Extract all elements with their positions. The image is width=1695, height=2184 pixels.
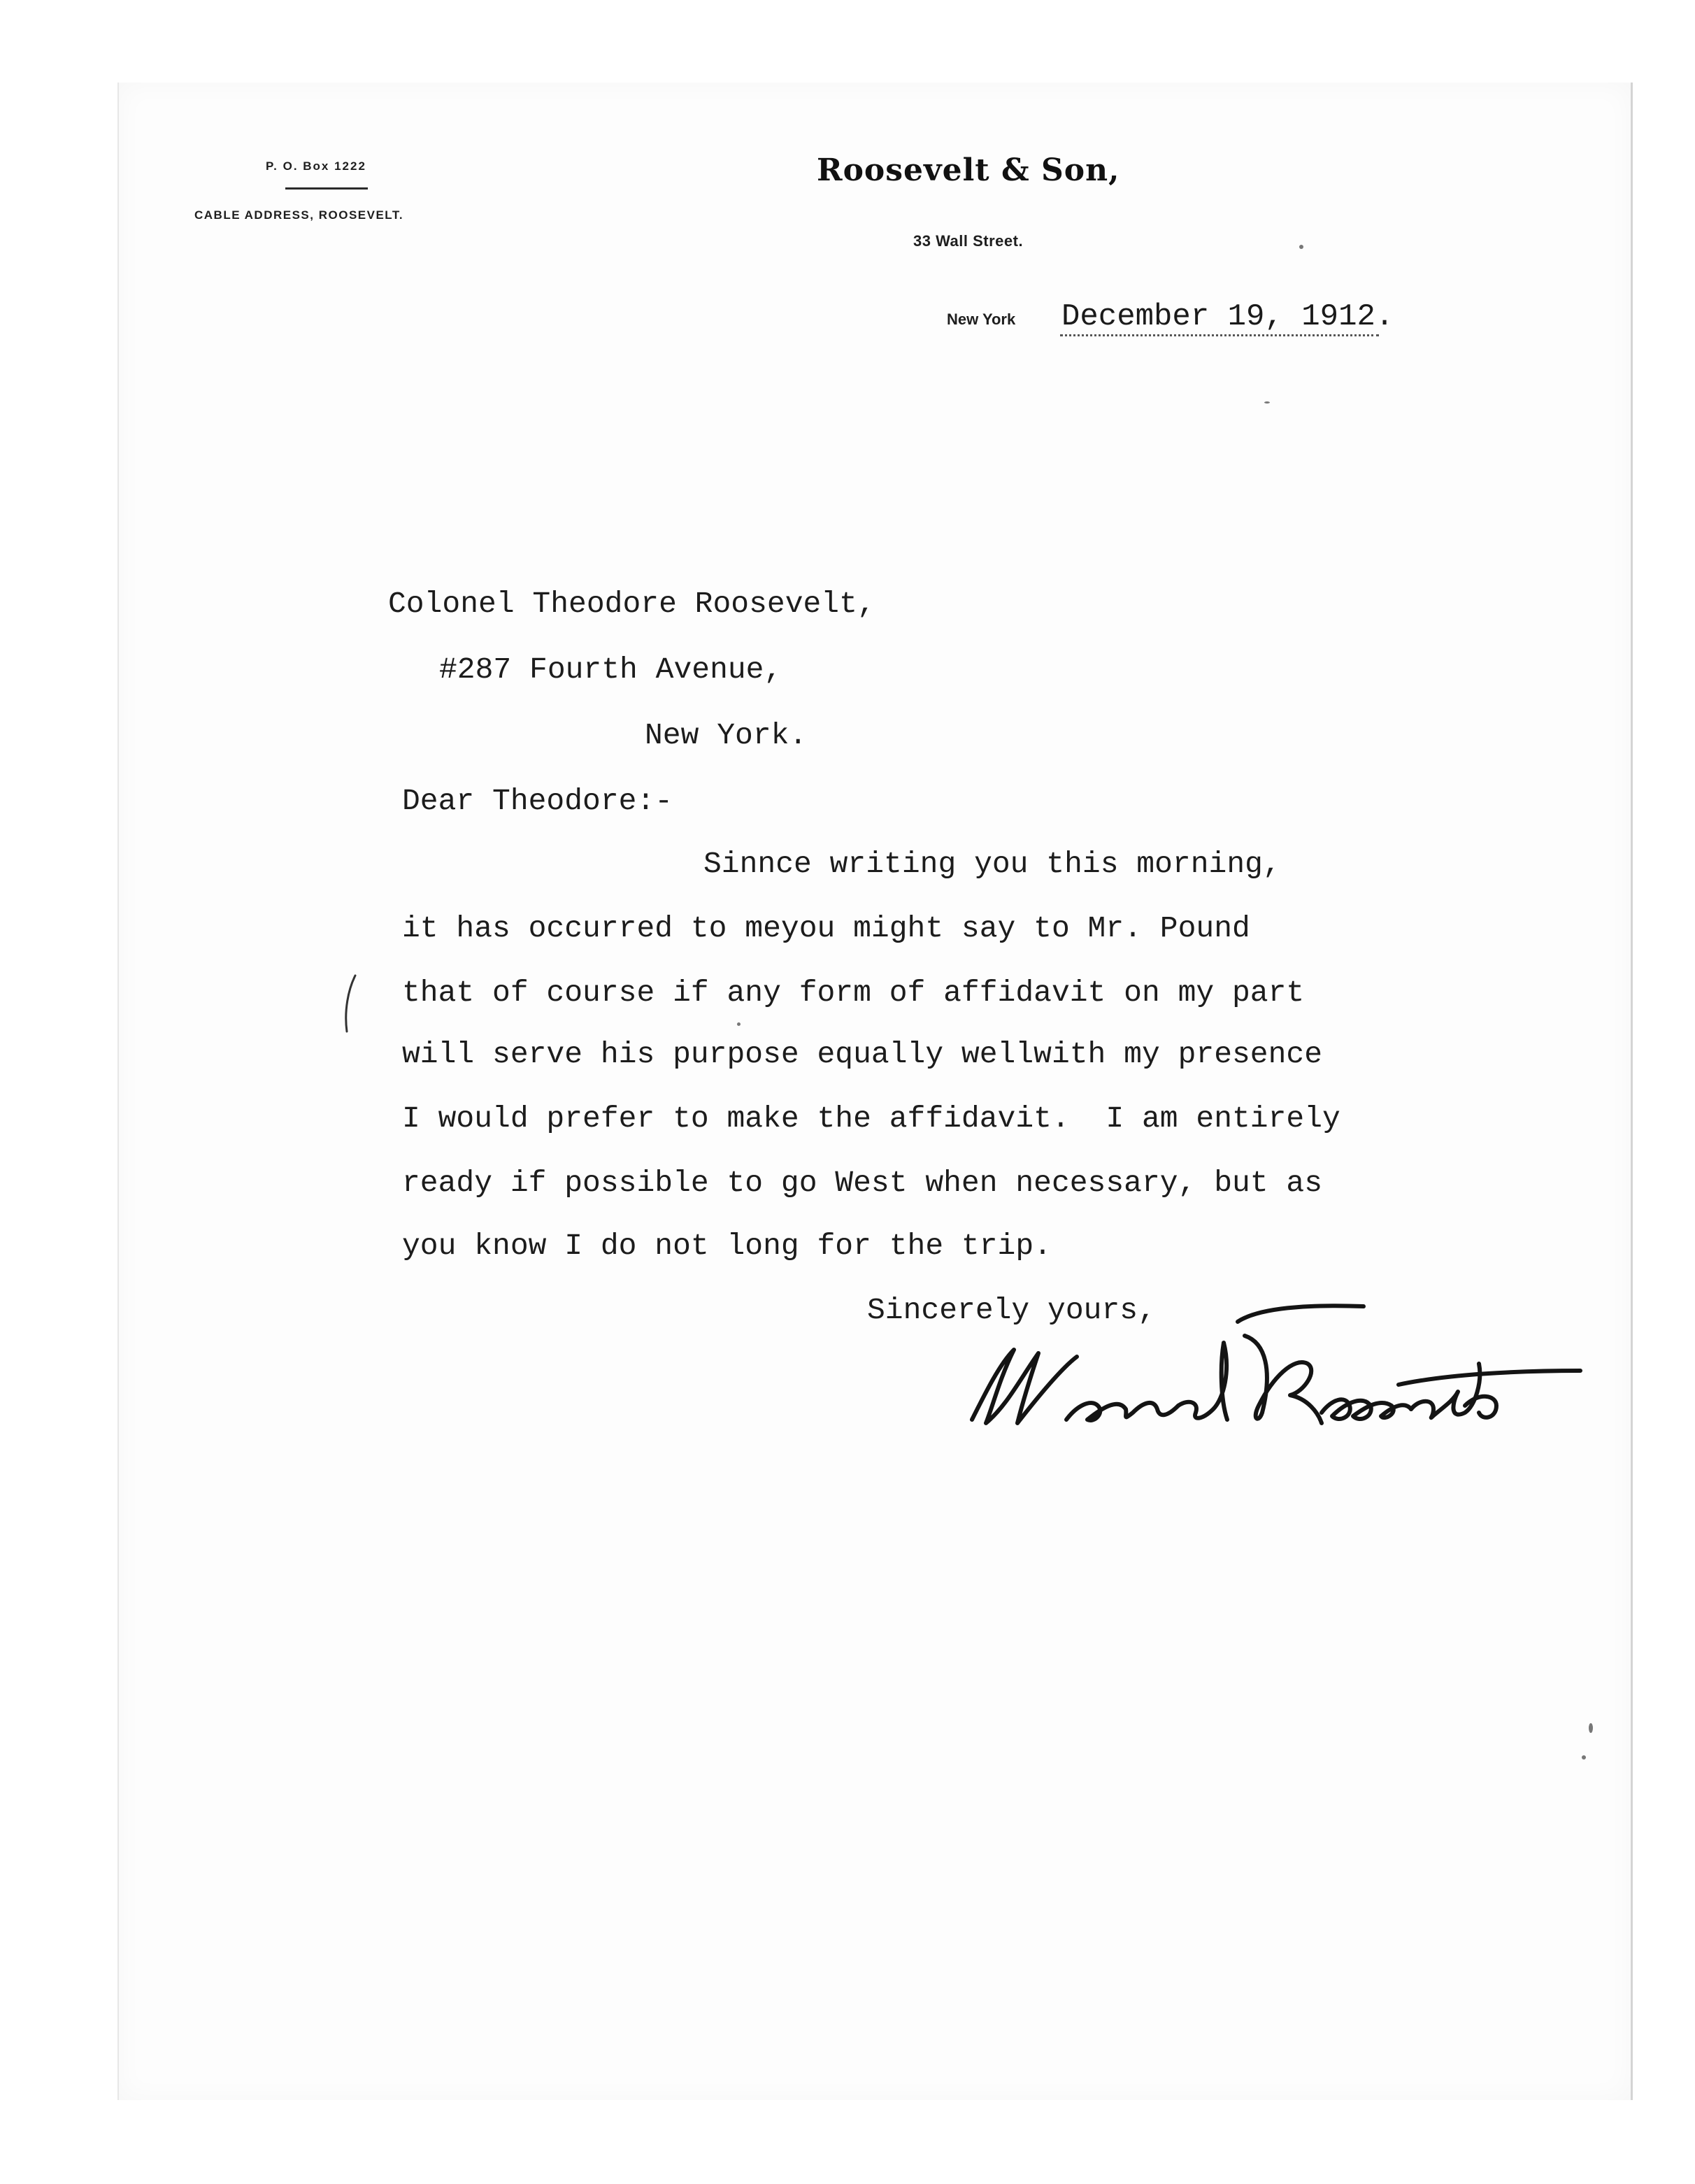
body-line: ready if possible to go West when necessary, but as — [402, 1166, 1323, 1200]
body-line: I would prefer to make the affidavit. I am entirely — [402, 1101, 1340, 1136]
date-dotted-rule — [1060, 334, 1379, 336]
scan-speck — [1299, 245, 1303, 249]
po-box: P. O. Box 1222 — [266, 159, 366, 173]
po-box-rule — [285, 187, 368, 190]
scan-speck — [1589, 1723, 1593, 1733]
firm-name: Roosevelt & Son, — [817, 152, 1120, 188]
body-line: that of course if any form of affidavit on my part — [402, 976, 1305, 1010]
pencil-mark — [340, 972, 361, 1035]
street-address: 33 Wall Street. — [913, 232, 1024, 250]
closing: Sincerely yours, — [867, 1293, 1156, 1327]
scan-speck — [1264, 401, 1270, 404]
signature — [944, 1301, 1594, 1441]
body-line: Sinnce writing you this morning, — [703, 847, 1281, 881]
scan-speck — [737, 1022, 741, 1026]
recipient-name: Colonel Theodore Roosevelt, — [388, 587, 875, 621]
letter-date: December 19, 1912. — [1061, 299, 1394, 334]
body-line: it has occurred to meyou might say to Mr. Pound — [402, 911, 1250, 945]
salutation: Dear Theodore:- — [402, 784, 673, 818]
letter-sheet — [117, 83, 1633, 2100]
body-line: will serve his purpose equally wellwith my presence — [402, 1037, 1323, 1071]
body-line: you know I do not long for the trip. — [402, 1229, 1052, 1263]
recipient-city: New York. — [645, 718, 808, 752]
cable-address: CABLE ADDRESS, ROOSEVELT. — [194, 208, 404, 222]
recipient-street: #287 Fourth Avenue, — [439, 652, 782, 687]
scan-speck — [1582, 1755, 1586, 1760]
city-label: New York — [947, 311, 1016, 328]
